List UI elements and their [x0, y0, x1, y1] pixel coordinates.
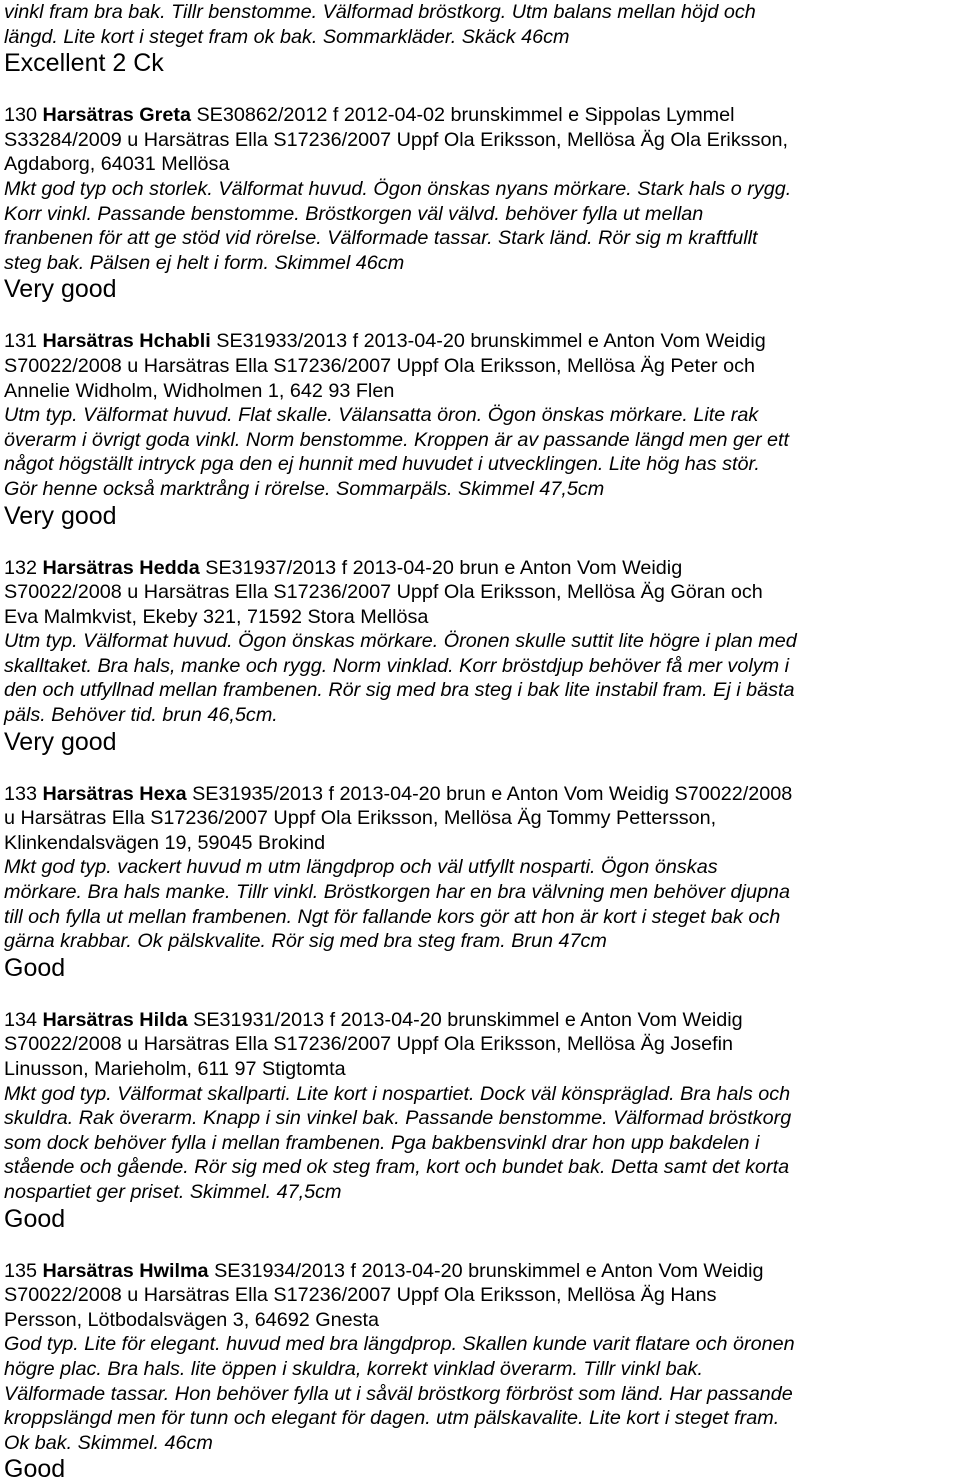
entry-dog-name: Hchabli	[139, 330, 211, 353]
entry-kennel: Harsätras	[42, 1008, 134, 1031]
entry-number: 134	[4, 1008, 38, 1031]
entry-kennel: Harsätras	[42, 104, 134, 127]
entry-kennel: Harsätras	[42, 330, 134, 353]
critique-text: vinkl fram bra bak. Tillr benstomme. Välformad bröstkorg. Utm balans mellan höjd och längd. Lite kort i steget fram ok bak. Sommarkläder. Skäck 46cm	[4, 1, 756, 48]
entry-continuation	[4, 0, 952, 77]
critique-text: Mkt god typ och storlek. Välformat huvud. Ögon önskas nyans mörkare. Stark hals o rygg. Korr vinkl. Passande benstomme. Bröstkorgen väl välvd. behöver fylla ut mellan franbenen för att ge stöd vid rörelse. Välformade tassar. Stark länd. Rör sig m kraftfullt steg bak. Pälsen ej helt i form. Skimmel 46cm	[4, 177, 792, 274]
critique-text: Utm typ. Välformat huvud. Flat skalle. Välansatta öron. Ögon önskas mörkare. Lite rak överarm i övrigt goda vinkl. Norm benstomme. Kroppen är av passande längd men ger ett något högställt intryck pga den ej hunnit med huvudet i utvecklingen. Lite hög has stör. Gör henne också marktrång i rörelse. Sommarpäls. Skimmel 47,5cm	[4, 404, 790, 500]
entry-details: SE31934/2013 f 2013-04-20 brunskimmel e Anton Vom Weidig S70022/2008 u Harsätras Ella S17236/2007 Uppf Ola Eriksson, Mellösa Äg Hans Persson, Lötbodalsvägen 3, 64692 Gnesta	[4, 1259, 764, 1331]
entry-133	[4, 782, 952, 982]
entry-135	[4, 1259, 952, 1483]
entry-dog-name: Hwilma	[139, 1259, 209, 1282]
entry-number: 131	[4, 330, 38, 353]
entry-details: SE31933/2013 f 2013-04-20 brunskimmel e Anton Vom Weidig S70022/2008 u Harsätras Ella S17236/2007 Uppf Ola Eriksson, Mellösa Äg Peter och Annelie Widholm, Widholmen 1, 642 93 Flen	[4, 330, 766, 402]
entry-130	[4, 103, 952, 303]
entry-header	[4, 782, 952, 856]
critique-text: Mkt god typ. vackert huvud m utm längdprop och väl utfyllt nosparti. Ögon önskas mörkare. Bra hals manke. Tillr vinkl. Bröstkorgen har en bra välvning men behöver djupna till och fylla ut mellan frambenen. Ngt för fallande kors gör att hon är kort i steget bak och gärna krabbar. Ok pälskvalite. Rör sig med bra steg fram. Brun 47cm	[4, 856, 790, 953]
grade-label: Very good	[4, 275, 117, 304]
entry-header	[4, 1259, 952, 1333]
entry-details: SE31935/2013 f 2013-04-20 brun e Anton Vom Weidig S70022/2008 u Harsätras Ella S17236/2007 Uppf Ola Eriksson, Mellösa Äg Tommy Pettersson, Klinkendalsvägen 19, 59045 Brokind	[4, 782, 793, 854]
entry-header	[4, 556, 952, 630]
grade-label: Very good	[4, 727, 117, 756]
entry-number: 130	[4, 104, 38, 127]
entry-kennel: Harsätras	[42, 782, 134, 805]
entry-details: SE30862/2012 f 2012-04-02 brunskimmel e Sippolas Lymmel S33284/2009 u Harsätras Ella S17236/2007 Uppf Ola Eriksson, Mellösa Äg Ola Eriksson, Agdaborg, 64031 Mellösa	[4, 104, 788, 176]
entry-134	[4, 1008, 952, 1233]
grade-label: Very good	[4, 501, 117, 530]
grade-label: Excellent 2 Ck	[4, 49, 164, 78]
entry-details: SE31931/2013 f 2013-04-20 brunskimmel e Anton Vom Weidig S70022/2008 u Harsätras Ella S17236/2007 Uppf Ola Eriksson, Mellösa Äg Josefin Linusson, Marieholm, 611 97 Stigtomta	[4, 1008, 743, 1080]
entry-131	[4, 329, 952, 529]
grade-label: Good	[4, 1455, 66, 1483]
entry-header	[4, 329, 952, 403]
entry-header	[4, 1008, 952, 1082]
entry-kennel: Harsätras	[42, 556, 134, 579]
entry-132	[4, 556, 952, 756]
entry-kennel: Harsätras	[42, 1259, 134, 1282]
critique-text: Utm typ. Välformat huvud. Ögon önskas mörkare. Öronen skulle suttit lite högre i plan med skalltaket. Bra hals, manke och rygg. Norm vinklad. Korr bröstdjup behöver få mer volym i den och utfyllnad mellan frambenen. Rör sig med bra steg i bak lite instabil fram. Ej i bästa päls. Behöver tid. brun 46,5cm.	[4, 630, 797, 727]
entry-details: SE31937/2013 f 2013-04-20 brun e Anton Vom Weidig S70022/2008 u Harsätras Ella S17236/2007 Uppf Ola Eriksson, Mellösa Äg Göran och Eva Malmkvist, Ekeby 321, 71592 Stora Mellösa	[4, 556, 763, 628]
entry-dog-name: Hedda	[139, 556, 200, 579]
grade-label: Good	[4, 953, 66, 982]
grade-label: Good	[4, 1204, 66, 1233]
critique-text: Mkt god typ. Välformat skallparti. Lite kort i nospartiet. Dock väl könspräglad. Bra hals och skuldra. Rak överarm. Knapp i sin vinkel bak. Passande benstomme. Välformad bröstkorg som dock behöver fylla i mellan frambenen. Pga bakbensvinkl drar hon upp bakdelen i stående och gående. Rör sig med ok steg fram, kort och bundet bak. Detta samt det korta nospartiet ger priset. Skimmel. 47,5cm	[4, 1082, 792, 1203]
entry-number: 133	[4, 782, 38, 805]
entry-dog-name: Greta	[139, 104, 191, 127]
entry-dog-name: Hilda	[139, 1008, 188, 1031]
entry-dog-name: Hexa	[139, 782, 187, 805]
entry-number: 135	[4, 1259, 38, 1282]
entry-header	[4, 103, 952, 177]
entry-number: 132	[4, 556, 38, 579]
critique-text: God typ. Lite för elegant. huvud med bra längdprop. Skallen kunde varit flatare och öronen högre plac. Bra hals. lite öppen i skuldra, korrekt vinklad överarm. Tillr vinkl bak. Välformade tassar. Hon behöver fylla ut i såväl bröstkorg förbröst som länd. Har passande kroppslängd men för tunn och elegant för dagen. utm pälskavalite. Lite kort i steget fram. Ok bak. Skimmel. 46cm	[4, 1333, 795, 1454]
